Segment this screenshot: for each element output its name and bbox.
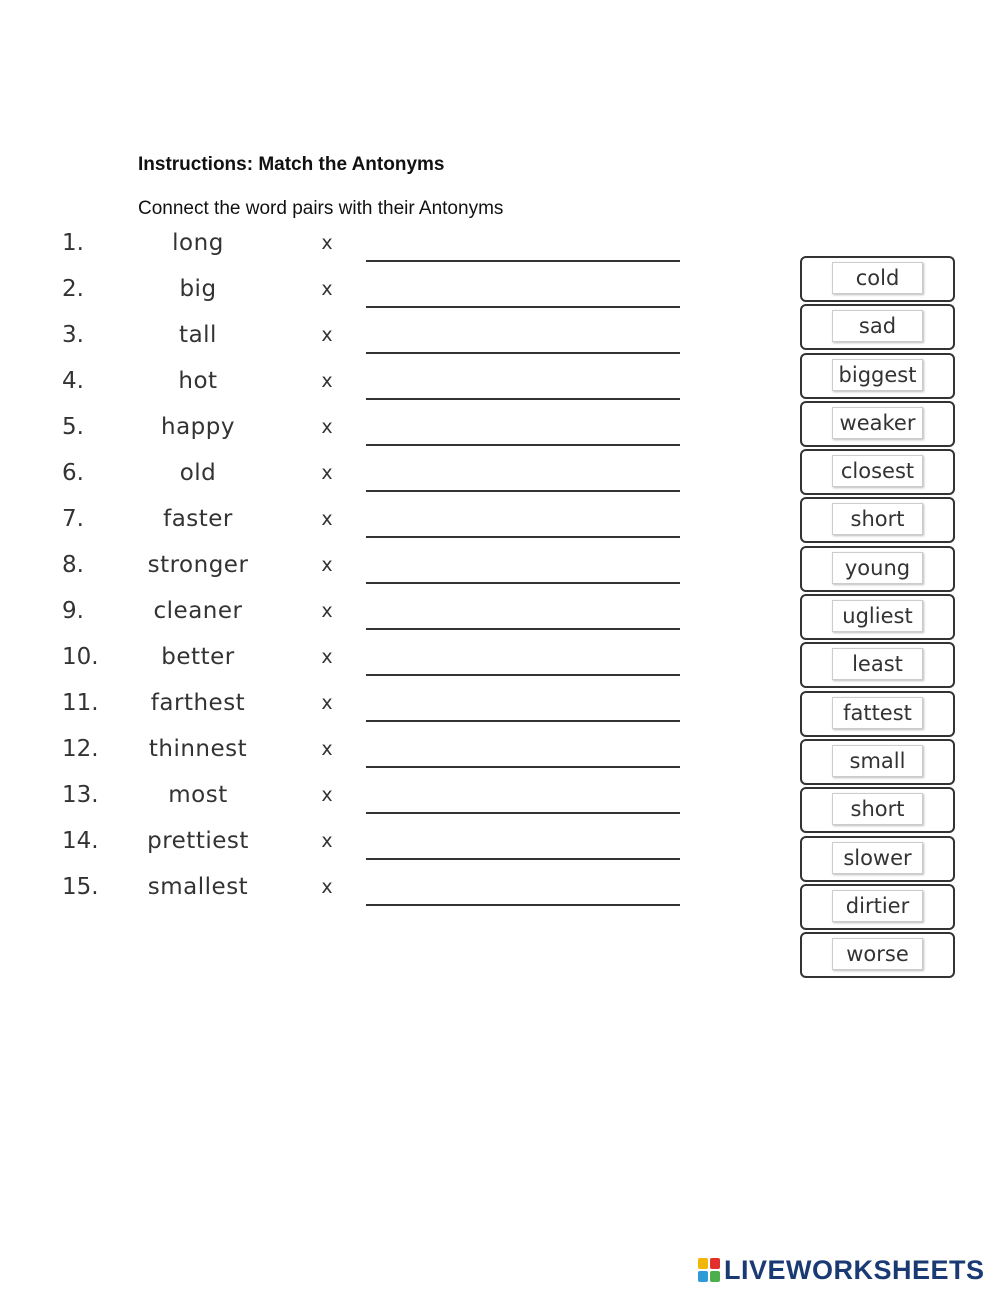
question-number: 15. [62,874,99,900]
word-bank-option[interactable] [800,836,955,882]
separator-x: x [321,554,333,576]
answer-blank[interactable] [366,306,680,308]
word-bank-option[interactable] [800,884,955,930]
question-row [0,550,760,596]
separator-x: x [321,232,333,254]
answer-blank[interactable] [366,444,680,446]
answer-blank[interactable] [366,674,680,676]
answer-blank[interactable] [366,766,680,768]
word-bank-option[interactable] [800,353,955,399]
question-number: 1. [62,230,84,256]
question-row [0,228,760,274]
word-bank-option[interactable] [800,787,955,833]
question-word: old [179,460,217,486]
word-bank-option[interactable] [800,546,955,592]
word-bank-option-label: fattest [832,697,923,729]
question-row [0,320,760,366]
word-bank-option-label: weaker [832,407,923,439]
question-number: 13. [62,782,99,808]
answer-blank[interactable] [366,490,680,492]
separator-x: x [321,278,333,300]
answer-blank[interactable] [366,858,680,860]
word-bank-option-label: least [832,648,923,680]
question-number: 4. [62,368,84,394]
separator-x: x [321,416,333,438]
separator-x: x [321,738,333,760]
separator-x: x [321,784,333,806]
word-bank-option-label: small [832,745,923,777]
question-row [0,596,760,642]
question-row [0,504,760,550]
question-number: 5. [62,414,84,440]
word-bank-option-label: sad [832,310,923,342]
liveworksheets-logo [698,1255,985,1286]
separator-x: x [321,508,333,530]
question-word: most [168,782,228,808]
question-word: thinnest [148,736,248,762]
separator-x: x [321,324,333,346]
question-number: 11. [62,690,99,716]
instructions-text: Connect the word pairs with their Antonyms [138,198,504,219]
question-number: 12. [62,736,99,762]
word-bank-option-label: ugliest [832,600,923,632]
word-bank-option[interactable] [800,739,955,785]
separator-x: x [321,370,333,392]
question-word: better [161,644,235,670]
question-row [0,872,760,918]
question-number: 6. [62,460,84,486]
word-bank [800,256,955,980]
word-bank-option[interactable] [800,691,955,737]
question-row [0,412,760,458]
question-word: faster [163,506,233,532]
word-bank-option-label: short [832,503,923,535]
page-title: Instructions: Match the Antonyms [138,154,445,175]
question-word: cleaner [153,598,243,624]
question-number: 9. [62,598,84,624]
word-bank-option[interactable] [800,449,955,495]
separator-x: x [321,462,333,484]
question-row [0,642,760,688]
question-word: prettiest [147,828,249,854]
question-word: hot [178,368,218,394]
word-bank-option-label: dirtier [832,890,923,922]
word-bank-option[interactable] [800,594,955,640]
question-row [0,688,760,734]
answer-blank[interactable] [366,904,680,906]
word-bank-option[interactable] [800,497,955,543]
question-number: 10. [62,644,99,670]
word-bank-option-label: slower [832,842,923,874]
answer-blank[interactable] [366,720,680,722]
question-word: tall [179,322,217,348]
question-word: farthest [150,690,246,716]
separator-x: x [321,876,333,898]
answer-blank[interactable] [366,628,680,630]
question-row [0,780,760,826]
question-word: stronger [147,552,249,578]
separator-x: x [321,646,333,668]
separator-x: x [321,692,333,714]
question-number: 14. [62,828,99,854]
word-bank-option-label: biggest [832,359,923,391]
word-bank-option-label: closest [832,455,923,487]
question-row [0,734,760,780]
separator-x: x [321,600,333,622]
word-bank-option[interactable] [800,256,955,302]
logo-blocks-icon [698,1258,722,1284]
antonym-list [0,228,760,918]
answer-blank[interactable] [366,398,680,400]
question-row [0,366,760,412]
answer-blank[interactable] [366,812,680,814]
question-word: big [179,276,217,302]
question-word: long [172,230,224,256]
question-row [0,458,760,504]
answer-blank[interactable] [366,260,680,262]
question-number: 8. [62,552,84,578]
question-number: 3. [62,322,84,348]
word-bank-option-label: worse [832,938,923,970]
word-bank-option[interactable] [800,932,955,978]
word-bank-option[interactable] [800,401,955,447]
question-word: smallest [147,874,249,900]
question-row [0,274,760,320]
word-bank-option[interactable] [800,642,955,688]
answer-blank[interactable] [366,582,680,584]
logo-text: LIVEWORKSHEETS [724,1255,985,1285]
question-word: happy [161,414,235,440]
word-bank-option-label: short [832,793,923,825]
question-number: 7. [62,506,84,532]
word-bank-option[interactable] [800,304,955,350]
answer-blank[interactable] [366,352,680,354]
answer-blank[interactable] [366,536,680,538]
word-bank-option-label: cold [832,262,923,294]
question-number: 2. [62,276,84,302]
separator-x: x [321,830,333,852]
question-row [0,826,760,872]
word-bank-option-label: young [832,552,923,584]
